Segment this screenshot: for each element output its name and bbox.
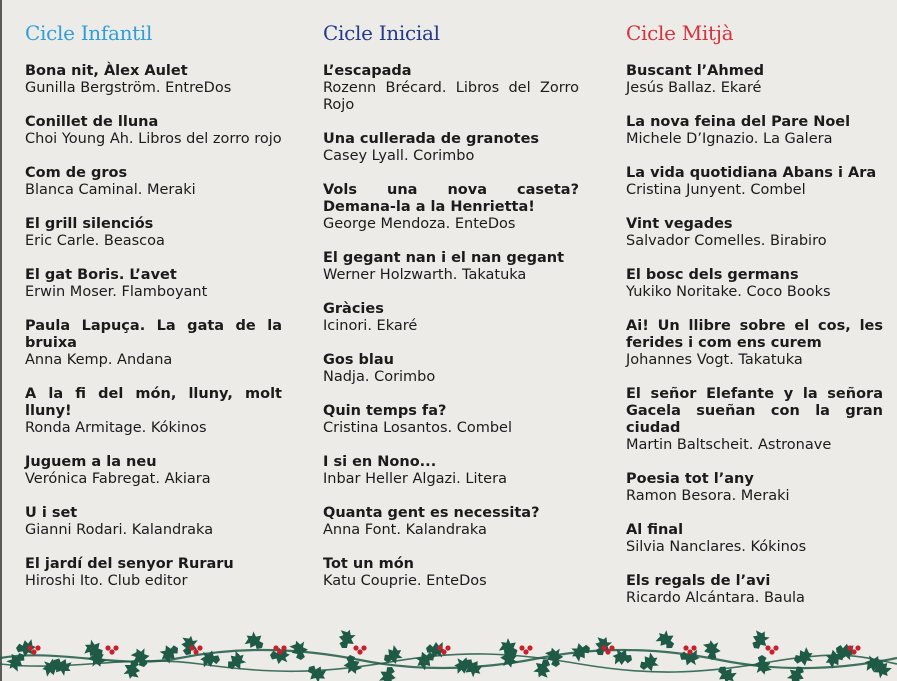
book-entry bbox=[25, 63, 282, 97]
book-title: Vint vegades bbox=[626, 216, 733, 232]
book-title: Gos blau bbox=[323, 352, 394, 368]
holly-berry-icon bbox=[605, 649, 610, 654]
book-list bbox=[626, 63, 883, 607]
holly-berry-icon bbox=[273, 645, 278, 650]
book-title: Una cullerada de granotes bbox=[323, 131, 540, 147]
book-title: Com de gros bbox=[25, 165, 128, 181]
book-list bbox=[323, 63, 579, 590]
book-author: Ronda Armitage. Kókinos bbox=[25, 420, 207, 436]
holly-berry-icon bbox=[31, 649, 36, 654]
holly-berry-icon bbox=[353, 645, 358, 650]
book-entry bbox=[626, 471, 883, 505]
column-cicle-inicial bbox=[323, 18, 579, 607]
book-entry bbox=[323, 403, 579, 437]
book-entry bbox=[626, 318, 883, 369]
book-author: Hiroshi Ito. Club editor bbox=[25, 573, 188, 589]
holly-berry-icon bbox=[281, 645, 286, 650]
book-entry bbox=[626, 165, 883, 199]
holly-leaf-icon bbox=[784, 662, 810, 681]
holly-berry-icon bbox=[441, 649, 446, 654]
book-title: I si en Nono... bbox=[323, 454, 437, 470]
book-title: La vida quotidiana Abans i Ara bbox=[626, 165, 877, 181]
book-author: Michele D’Ignazio. La Galera bbox=[626, 131, 833, 147]
book-author: Choi Young Ah. Libros del zorro rojo bbox=[25, 131, 282, 147]
holly-berry-icon bbox=[357, 649, 362, 654]
book-author: Jesús Ballaz. Ekaré bbox=[626, 80, 762, 96]
book-author: Verónica Fabregat. Akiara bbox=[25, 471, 211, 487]
book-title: Buscant l’Ahmed bbox=[626, 63, 765, 79]
book-entry bbox=[25, 386, 282, 437]
holly-berry-icon bbox=[855, 645, 860, 650]
book-author: Icinori. Ekaré bbox=[323, 318, 418, 334]
holly-berry-icon bbox=[189, 645, 194, 650]
page-edge-line bbox=[0, 0, 2, 681]
book-author: Martin Baltscheit. Astronave bbox=[626, 437, 832, 453]
book-author: Rozenn Brécard. Libros del Zorro Rojo bbox=[323, 80, 579, 113]
holly-berry-icon bbox=[437, 645, 442, 650]
book-author: Inbar Heller Algazi. Litera bbox=[323, 471, 507, 487]
holly-berry-icon bbox=[197, 645, 202, 650]
holly-berry-icon bbox=[683, 645, 688, 650]
book-title: Vols una nova caseta? Demana-la a la Henrietta! bbox=[323, 182, 579, 215]
book-entry bbox=[626, 63, 883, 97]
book-author: Ricardo Alcántara. Baula bbox=[626, 590, 805, 606]
holly-berry-icon bbox=[277, 649, 282, 654]
book-entry bbox=[626, 267, 883, 301]
holly-berry-icon bbox=[847, 645, 852, 650]
book-title: L’escapada bbox=[323, 63, 412, 79]
holly-berry-icon bbox=[113, 645, 118, 650]
book-author: Katu Couprie. EnteDos bbox=[323, 573, 487, 589]
book-title: El grill silenciós bbox=[25, 216, 154, 232]
book-entry bbox=[25, 318, 282, 369]
book-author: Salvador Comelles. Birabiro bbox=[626, 233, 827, 249]
holly-berries bbox=[27, 645, 860, 654]
book-author: Yukiko Noritake. Coco Books bbox=[626, 284, 831, 300]
book-title: El bosc dels germans bbox=[626, 267, 799, 283]
book-title: Al final bbox=[626, 522, 684, 538]
holly-berry-icon bbox=[109, 649, 114, 654]
book-entry bbox=[25, 216, 282, 250]
holly-leaf-icon bbox=[270, 646, 290, 664]
book-title: El señor Elefante y la señora Gacela sueñan con la gran ciudad bbox=[626, 386, 883, 436]
book-entry bbox=[25, 267, 282, 301]
column-cicle-infantil bbox=[25, 18, 282, 607]
book-title: U i set bbox=[25, 505, 78, 521]
holly-berry-icon bbox=[35, 645, 40, 650]
holly-berry-icon bbox=[361, 645, 366, 650]
book-title: Poesia tot l’any bbox=[626, 471, 754, 487]
book-title: Quin temps fa? bbox=[323, 403, 447, 419]
column-title: Cicle Mitjà bbox=[626, 21, 734, 45]
book-entry bbox=[25, 165, 282, 199]
book-author: Anna Font. Kalandraka bbox=[323, 522, 487, 538]
book-author: Cristina Junyent. Combel bbox=[626, 182, 806, 198]
book-entry bbox=[323, 182, 579, 233]
book-list bbox=[25, 63, 282, 590]
book-entry bbox=[323, 250, 579, 284]
holly-berry-icon bbox=[523, 649, 528, 654]
holly-berry-icon bbox=[691, 645, 696, 650]
holly-berry-icon bbox=[773, 645, 778, 650]
book-entry bbox=[323, 505, 579, 539]
book-entry bbox=[323, 131, 579, 165]
book-author: Gianni Rodari. Kalandraka bbox=[25, 522, 214, 538]
holly-berry-icon bbox=[445, 645, 450, 650]
book-title: El gat Boris. L’avet bbox=[25, 267, 177, 283]
book-entry bbox=[25, 556, 282, 590]
book-author: Blanca Caminal. Meraki bbox=[25, 182, 196, 198]
book-author: Werner Holzwarth. Takatuka bbox=[323, 267, 527, 283]
book-title: El jardí del senyor Ruraru bbox=[25, 556, 234, 572]
book-entry bbox=[323, 63, 579, 114]
book-author: Silvia Nanclares. Kókinos bbox=[626, 539, 807, 555]
book-entry bbox=[626, 522, 883, 556]
holly-berry-icon bbox=[851, 649, 856, 654]
book-title: La nova feina del Pare Noel bbox=[626, 114, 851, 130]
book-title: A la fi del món, lluny, molt lluny! bbox=[25, 386, 282, 419]
column-cicle-mitja bbox=[626, 18, 883, 624]
column-title: Cicle Inicial bbox=[323, 21, 440, 45]
book-title: Gràcies bbox=[323, 301, 384, 317]
book-entry bbox=[323, 454, 579, 488]
holly-berry-icon bbox=[193, 649, 198, 654]
book-entry bbox=[626, 216, 883, 250]
book-title: Bona nit, Àlex Aulet bbox=[25, 63, 188, 79]
holly-berry-icon bbox=[27, 645, 32, 650]
book-title: Tot un món bbox=[323, 556, 414, 572]
holly-berry-icon bbox=[601, 645, 606, 650]
book-title: Ai! Un llibre sobre el cos, les ferides i com ens curem bbox=[626, 318, 883, 351]
holly-berry-icon bbox=[687, 649, 692, 654]
book-author: Gunilla Bergström. EntreDos bbox=[25, 80, 232, 96]
holly-berry-icon bbox=[519, 645, 524, 650]
book-entry bbox=[25, 505, 282, 539]
book-author: George Mendoza. EnteDos bbox=[323, 216, 516, 232]
book-author: Anna Kemp. Andana bbox=[25, 352, 173, 368]
holly-leaf-icon bbox=[653, 628, 679, 653]
book-author: Erwin Moser. Flamboyant bbox=[25, 284, 208, 300]
book-author: Ramon Besora. Meraki bbox=[626, 488, 790, 504]
column-title: Cicle Infantil bbox=[25, 21, 153, 45]
holly-berry-icon bbox=[769, 649, 774, 654]
holly-berry-icon bbox=[765, 645, 770, 650]
book-author: Nadja. Corimbo bbox=[323, 369, 436, 385]
book-entry bbox=[626, 114, 883, 148]
book-author: Casey Lyall. Corimbo bbox=[323, 148, 475, 164]
book-author: Cristina Losantos. Combel bbox=[323, 420, 512, 436]
book-entry bbox=[626, 573, 883, 607]
book-author: Johannes Vogt. Takatuka bbox=[626, 352, 803, 368]
holly-leaf-icon bbox=[753, 654, 772, 675]
book-author: Eric Carle. Beascoa bbox=[25, 233, 165, 249]
book-entry bbox=[626, 386, 883, 454]
book-title: Conillet de lluna bbox=[25, 114, 159, 130]
book-title: Juguem a la neu bbox=[25, 454, 157, 470]
book-title: Els regals de l’avi bbox=[626, 573, 771, 589]
book-title: El gegant nan i el nan gegant bbox=[323, 250, 565, 266]
book-entry bbox=[323, 352, 579, 386]
book-title: Quanta gent es necessita? bbox=[323, 505, 540, 521]
book-entry bbox=[323, 556, 579, 590]
holly-berry-icon bbox=[527, 645, 532, 650]
book-entry bbox=[25, 454, 282, 488]
book-entry bbox=[25, 114, 282, 148]
holly-berry-icon bbox=[609, 645, 614, 650]
holly-garland bbox=[0, 628, 897, 681]
holly-berry-icon bbox=[105, 645, 110, 650]
holly-leaf-icon bbox=[713, 661, 739, 681]
book-entry bbox=[323, 301, 579, 335]
book-title: Paula Lapuça. La gata de la bruixa bbox=[25, 318, 282, 351]
